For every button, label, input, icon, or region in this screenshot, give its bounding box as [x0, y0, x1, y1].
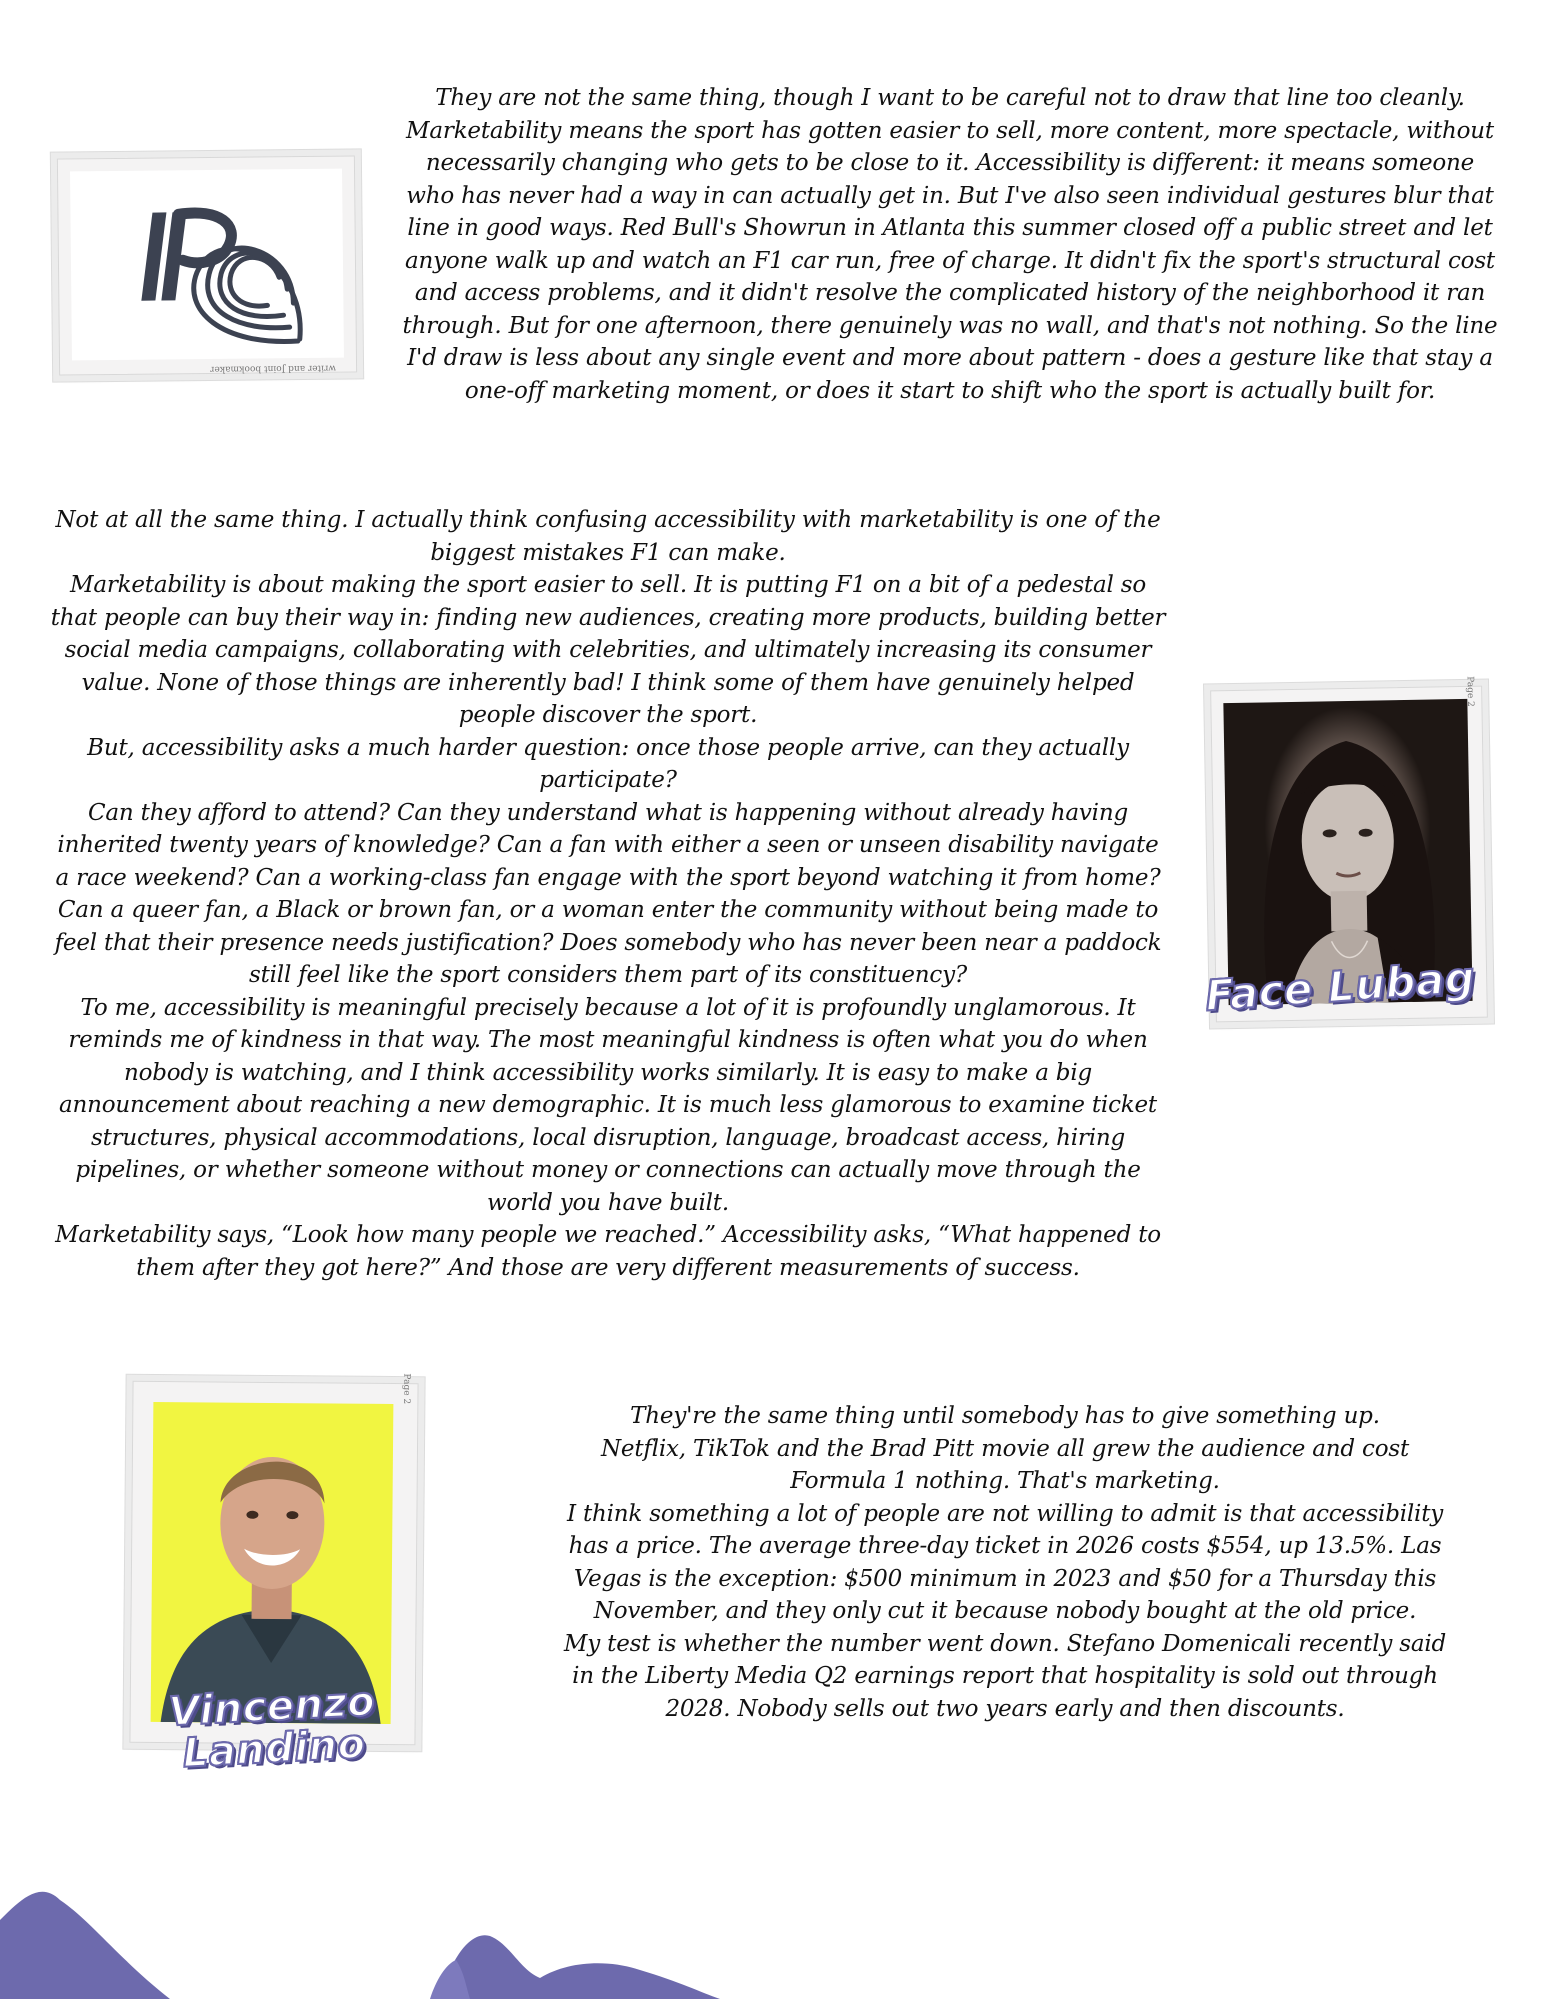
- answer-block-2: [48, 504, 1168, 1284]
- decor-shape: [0, 1892, 170, 1999]
- decor-shape: [440, 1935, 720, 1999]
- frame-page-label: Page 2: [401, 1373, 412, 1405]
- portrait-illustration: [151, 1402, 394, 1724]
- name-tag-face: Face Lubag: [1203, 952, 1477, 1021]
- answer-paragraph: Can they afford to attend? Can they understand what is happening without already having inherited twenty years of knowledge? Can a fan with either a seen or unseen disability navigate a race weekend? Can a working-class fan engage with the sport beyond watching it from home? Can a queer fan, a Black or brown fan, or a woman enter the community without being made to feel that their presence needs justification? Does somebody who has never been near a paddock still feel like the sport considers them part of its constituency?: [54, 799, 1162, 988]
- answer-paragraph: They are not the same thing, though I want to be careful not to draw that line too cleanly. Marketability means the sport has gotten easier to sell, more content, more spectacle, without necessarily changing who gets to be close to it. Accessibility is different: it means someone who has never had a way in can actually get in. But I've also seen individual gestures blur that line in good ways. Red Bull's Showrun in Atlanta this summer closed off a public street and let anyone walk up and watch an F1 car run, free of charge. It didn't fix the sport's structural cost and access problems, and it didn't resolve the complicated history of the neighborhood it ran through. But for one afternoon, there genuinely was no wall, and that's not nothing. So the line I'd draw is less about any single event and more about pattern - does a gesture like that stay a one-off marketing moment, or does it start to shift who the sport is actually built for.: [402, 85, 1498, 404]
- portrait-photo: [151, 1402, 394, 1724]
- logo-frame: [57, 155, 357, 375]
- answer-paragraph: Marketability is about making the sport easier to sell. It is putting F1 on a bit of a pedestal so that people can buy their way in: finding new audiences, creating more products, building better social media campaigns, collaborating with celebrities, and ultimately increasing its consumer value. None of those things are inherently bad! I think some of them have genuinely helped people discover the sport.: [50, 572, 1166, 728]
- logo-card: [70, 169, 344, 361]
- answer-paragraph: Marketability says, “Look how many people we reached.” Accessibility asks, “What happened to them after they got here?” And those are very different measurements of success.: [55, 1222, 1161, 1281]
- answer-paragraph: I think something a lot of people are not willing to admit is that accessibility has a price. The average three-day ticket in 2026 costs $554, up 13.5%. Las Vegas is the exception: $500 minimum in 2023 and $50 for a Thursday this November, and they only cut it because nobody bought at the old price.: [566, 1500, 1444, 1624]
- answer-paragraph: Netflix, TikTok and the Brad Pitt movie all grew the audience and cost Formula 1 nothing. That's marketing.: [600, 1435, 1410, 1494]
- decorative-mountains: [0, 1860, 1545, 1999]
- ipc-logo-icon: [70, 169, 344, 361]
- answer-paragraph: Not at all the same thing. I actually think confusing accessibility with marketability is one of the biggest mistakes F1 can make.: [55, 507, 1161, 566]
- frame-edge-text: writer and Joint bookmaker: [210, 362, 337, 374]
- frame-page-label: Page 2: [1464, 676, 1476, 707]
- answer-paragraph: But, accessibility asks a much harder question: once those people arrive, can they actually participate?: [87, 734, 1129, 793]
- name-tag-vincenzo: Vincenzo Landino: [167, 1678, 377, 1777]
- answer-paragraph: My test is whether the number went down. Stefano Domenicali recently said in the Liberty Media Q2 earnings report that hospitality is sold out through 2028. Nobody sells out two years early and then discounts.: [563, 1630, 1447, 1722]
- answer-paragraph: They're the same thing until somebody has to give something up.: [630, 1403, 1380, 1429]
- answer-block-3: [555, 1400, 1455, 1725]
- answer-block-1: [400, 82, 1500, 407]
- answer-paragraph: To me, accessibility is meaningful precisely because a lot of it is profoundly unglamorous. It reminds me of kindness in that way. The most meaningful kindness is often what you do when nobody is watching, and I think accessibility works similarly. It is easy to make a big announcement about reaching a new demographic. It is much less glamorous to examine ticket structures, physical accommodations, local disruption, language, broadcast access, hiring pipelines, or whether someone without money or connections can actually move through the world you have built.: [59, 994, 1157, 1216]
